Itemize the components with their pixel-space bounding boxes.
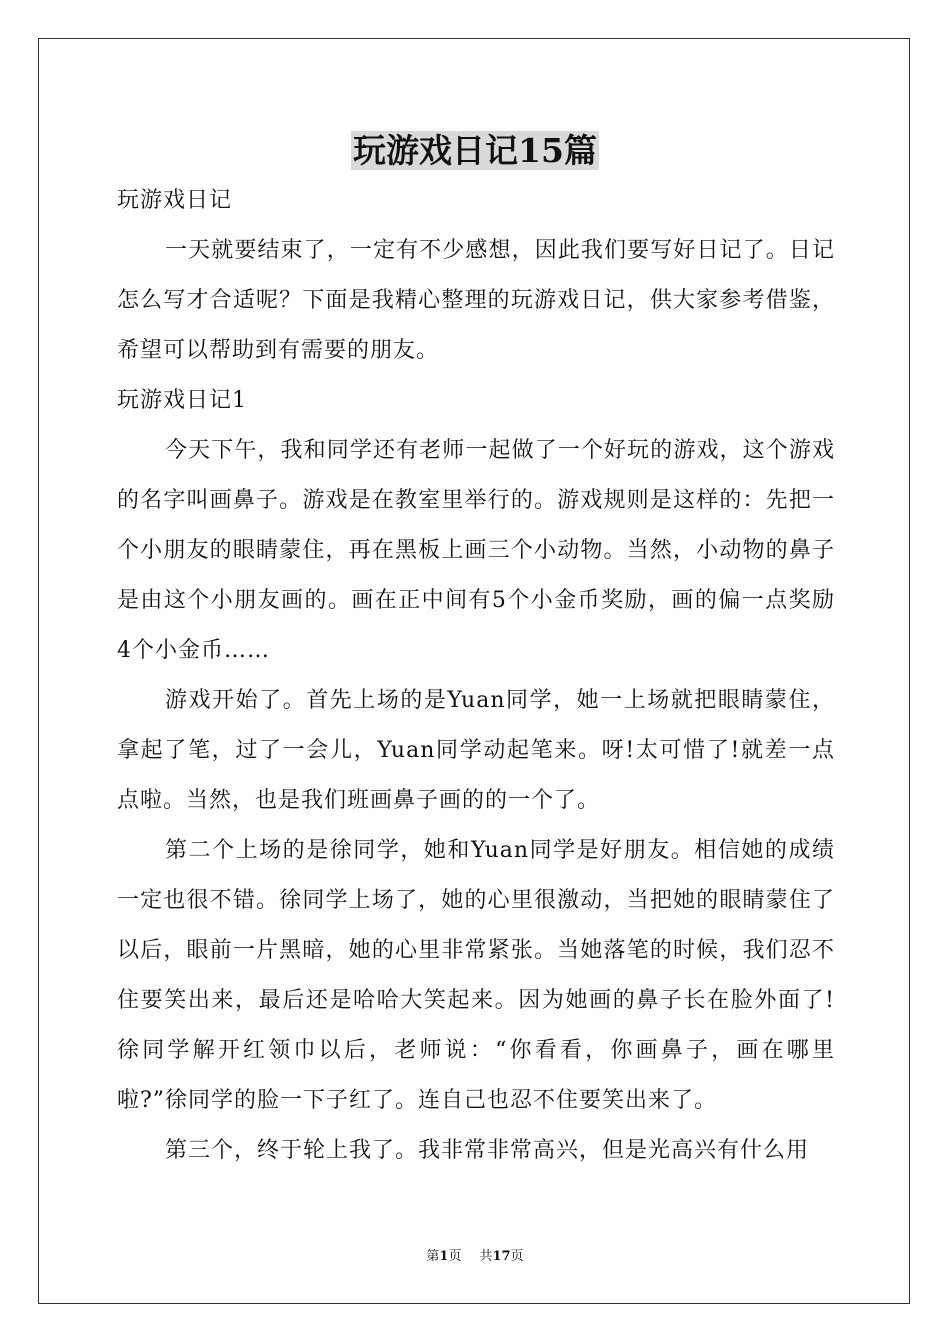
- paragraph: 一天就要结束了，一定有不少感想，因此我们要写好日记了。日记怎么写才合适呢？下面是我精心整理的玩游戏日记，供大家参考借鉴，希望可以帮助到有需要的朋友。: [117, 238, 835, 363]
- document-title-text: 玩游戏日记15篇: [353, 131, 597, 170]
- footer-total-pages: 17: [492, 1249, 511, 1264]
- footer-total-suffix: 页: [510, 1249, 524, 1264]
- paragraph: 第二个上场的是徐同学，她和Yuan同学是好朋友。相信她的成绩一定也很不错。徐同学上场了，她的心里很激动，当把她的眼睛蒙住了以后，眼前一片黑暗，她的心里非常紧张。当她落笔的时候，我们忍不住要笑出来，最后还是哈哈大笑起来。因为她画的鼻子长在脸外面了!徐同学解开红领巾以后，老师说：“你看看，你画鼻子，画在哪里啦?”徐同学的脸一下子红了。连自己也忍不住要笑出来了。: [117, 838, 835, 1113]
- paragraph: 今天下午，我和同学还有老师一起做了一个好玩的游戏，这个游戏的名字叫画鼻子。游戏是在教室里举行的。游戏规则是这样的：先把一个小朋友的眼睛蒙住，再在黑板上画三个小动物。当然，小动物的鼻子是由这个小朋友画的。画在正中间有5个小金币奖励，画的偏一点奖励4个小金币……: [117, 438, 835, 663]
- page-footer: [0, 1248, 950, 1266]
- paragraph: 第三个，终于轮上我了。我非常非常高兴，但是光高兴有什么用: [165, 1138, 810, 1163]
- footer-page-number: 1: [439, 1249, 449, 1264]
- section-heading: 玩游戏日记1: [117, 388, 247, 413]
- section-heading: 玩游戏日记: [117, 188, 233, 213]
- footer-page-prefix: 第: [426, 1249, 440, 1264]
- document-title: [0, 128, 950, 174]
- footer-total-prefix: 共: [479, 1249, 493, 1264]
- paragraph: 游戏开始了。首先上场的是Yuan同学，她一上场就把眼睛蒙住，拿起了笔，过了一会儿，Yuan同学动起笔来。呀!太可惜了!就差一点点啦。当然，也是我们班画鼻子画的的一个了。: [117, 688, 835, 813]
- document-body: [117, 176, 835, 1176]
- footer-page-suffix: 页: [448, 1249, 462, 1264]
